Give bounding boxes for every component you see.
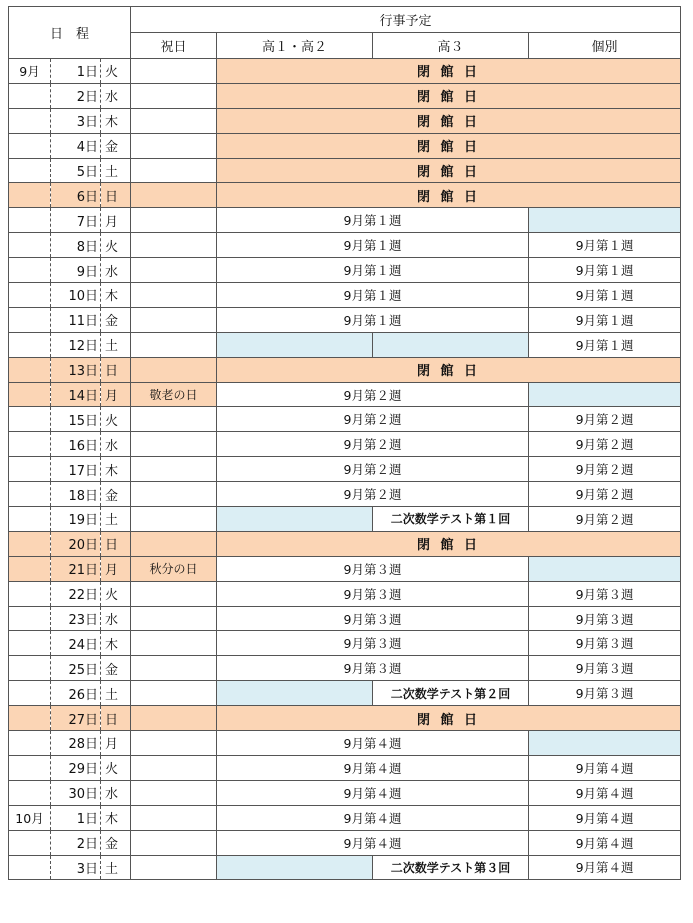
- month-cell: [9, 482, 51, 507]
- table-row: [9, 556, 681, 581]
- month-cell: [9, 407, 51, 432]
- empty-cell: [529, 556, 681, 581]
- day-cell: 14日: [51, 382, 101, 407]
- empty-cell: [217, 507, 373, 532]
- week-cell: 9月第４週: [529, 805, 681, 830]
- day-cell: 12日: [51, 332, 101, 357]
- holiday-cell: [131, 183, 217, 208]
- header-holiday: 祝日: [131, 33, 217, 59]
- weekday-cell: 日: [101, 531, 131, 556]
- week-cell: 9月第２週: [529, 407, 681, 432]
- week-cell: 9月第２週: [217, 432, 529, 457]
- month-cell: [9, 681, 51, 706]
- month-cell: [9, 208, 51, 233]
- day-cell: 9日: [51, 258, 101, 283]
- week-cell: 9月第３週: [529, 631, 681, 656]
- day-cell: 30日: [51, 780, 101, 805]
- holiday-cell: [131, 855, 217, 880]
- weekday-cell: 火: [101, 233, 131, 258]
- month-cell: [9, 581, 51, 606]
- weekday-cell: 土: [101, 332, 131, 357]
- day-cell: 3日: [51, 855, 101, 880]
- holiday-cell: [131, 531, 217, 556]
- table-row: [9, 606, 681, 631]
- table-row: [9, 457, 681, 482]
- weekday-cell: 木: [101, 457, 131, 482]
- closed-day-cell: 閉 館 日: [217, 158, 681, 183]
- weekday-cell: 水: [101, 258, 131, 283]
- weekday-cell: 月: [101, 731, 131, 756]
- closed-day-cell: 閉 館 日: [217, 357, 681, 382]
- table-row: [9, 59, 681, 84]
- weekday-cell: 月: [101, 382, 131, 407]
- table-row: [9, 258, 681, 283]
- header-individual: 個別: [529, 33, 681, 59]
- table-row: [9, 830, 681, 855]
- table-row: [9, 357, 681, 382]
- empty-cell: [529, 208, 681, 233]
- holiday-cell: [131, 457, 217, 482]
- weekday-cell: 金: [101, 656, 131, 681]
- month-cell: [9, 183, 51, 208]
- day-cell: 11日: [51, 307, 101, 332]
- empty-cell: [529, 731, 681, 756]
- holiday-cell: [131, 357, 217, 382]
- math-test-cell: 二次数学テスト第２回: [373, 681, 529, 706]
- day-cell: 2日: [51, 83, 101, 108]
- schedule-table: [8, 6, 681, 880]
- month-cell: [9, 457, 51, 482]
- table-row: [9, 805, 681, 830]
- weekday-cell: 日: [101, 706, 131, 731]
- week-cell: 9月第３週: [217, 656, 529, 681]
- week-cell: 9月第４週: [529, 780, 681, 805]
- table-row: [9, 307, 681, 332]
- month-cell: [9, 283, 51, 308]
- empty-cell: [529, 382, 681, 407]
- month-cell: [9, 706, 51, 731]
- header-schedule: 日 程: [9, 7, 131, 59]
- day-cell: 5日: [51, 158, 101, 183]
- holiday-cell: [131, 307, 217, 332]
- month-cell: [9, 731, 51, 756]
- holiday-cell: [131, 656, 217, 681]
- month-cell: [9, 631, 51, 656]
- day-cell: 29日: [51, 755, 101, 780]
- month-cell: [9, 307, 51, 332]
- holiday-cell: [131, 208, 217, 233]
- closed-day-cell: 閉 館 日: [217, 108, 681, 133]
- weekday-cell: 金: [101, 307, 131, 332]
- month-cell: 10月: [9, 805, 51, 830]
- header-grade-1-2: 高１・高２: [217, 33, 373, 59]
- weekday-cell: 木: [101, 283, 131, 308]
- month-cell: [9, 531, 51, 556]
- day-cell: 21日: [51, 556, 101, 581]
- weekday-cell: 土: [101, 158, 131, 183]
- holiday-cell: [131, 133, 217, 158]
- weekday-cell: 土: [101, 507, 131, 532]
- day-cell: 2日: [51, 830, 101, 855]
- closed-day-cell: 閉 館 日: [217, 59, 681, 84]
- holiday-cell: [131, 731, 217, 756]
- table-row: [9, 233, 681, 258]
- weekday-cell: 火: [101, 59, 131, 84]
- month-cell: [9, 606, 51, 631]
- header-grade-3: 高３: [373, 33, 529, 59]
- table-row: [9, 482, 681, 507]
- weekday-cell: 日: [101, 357, 131, 382]
- weekday-cell: 金: [101, 830, 131, 855]
- day-cell: 7日: [51, 208, 101, 233]
- table-row: [9, 581, 681, 606]
- table-row: [9, 706, 681, 731]
- month-cell: [9, 108, 51, 133]
- month-cell: [9, 780, 51, 805]
- day-cell: 4日: [51, 133, 101, 158]
- week-cell: 9月第２週: [529, 457, 681, 482]
- month-cell: 9月: [9, 59, 51, 84]
- week-cell: 9月第３週: [529, 581, 681, 606]
- week-cell: 9月第１週: [529, 332, 681, 357]
- schedule-body: [9, 59, 681, 880]
- day-cell: 19日: [51, 507, 101, 532]
- week-cell: 9月第２週: [529, 432, 681, 457]
- day-cell: 26日: [51, 681, 101, 706]
- holiday-cell: [131, 805, 217, 830]
- day-cell: 1日: [51, 805, 101, 830]
- week-cell: 9月第４週: [217, 731, 529, 756]
- day-cell: 13日: [51, 357, 101, 382]
- day-cell: 16日: [51, 432, 101, 457]
- holiday-cell: [131, 233, 217, 258]
- weekday-cell: 木: [101, 631, 131, 656]
- table-row: [9, 656, 681, 681]
- table-row: [9, 855, 681, 880]
- day-cell: 10日: [51, 283, 101, 308]
- week-cell: 9月第３週: [217, 556, 529, 581]
- holiday-cell: [131, 158, 217, 183]
- holiday-cell: [131, 283, 217, 308]
- day-cell: 23日: [51, 606, 101, 631]
- weekday-cell: 木: [101, 805, 131, 830]
- table-row: [9, 332, 681, 357]
- day-cell: 28日: [51, 731, 101, 756]
- day-cell: 3日: [51, 108, 101, 133]
- holiday-cell: [131, 59, 217, 84]
- weekday-cell: 月: [101, 208, 131, 233]
- weekday-cell: 金: [101, 133, 131, 158]
- holiday-cell: [131, 706, 217, 731]
- month-cell: [9, 755, 51, 780]
- week-cell: 9月第１週: [217, 307, 529, 332]
- week-cell: 9月第３週: [529, 681, 681, 706]
- holiday-cell: [131, 581, 217, 606]
- table-row: [9, 507, 681, 532]
- week-cell: 9月第２週: [529, 507, 681, 532]
- holiday-cell: [131, 681, 217, 706]
- empty-cell: [217, 855, 373, 880]
- week-cell: 9月第２週: [217, 382, 529, 407]
- month-cell: [9, 233, 51, 258]
- holiday-cell: [131, 830, 217, 855]
- month-cell: [9, 656, 51, 681]
- weekday-cell: 日: [101, 183, 131, 208]
- holiday-cell: [131, 432, 217, 457]
- week-cell: 9月第１週: [217, 283, 529, 308]
- day-cell: 17日: [51, 457, 101, 482]
- empty-cell: [217, 681, 373, 706]
- day-cell: 20日: [51, 531, 101, 556]
- holiday-cell: [131, 755, 217, 780]
- week-cell: 9月第４週: [217, 805, 529, 830]
- month-cell: [9, 556, 51, 581]
- day-cell: 6日: [51, 183, 101, 208]
- table-row: [9, 283, 681, 308]
- closed-day-cell: 閉 館 日: [217, 531, 681, 556]
- weekday-cell: 火: [101, 755, 131, 780]
- closed-day-cell: 閉 館 日: [217, 133, 681, 158]
- table-row: [9, 531, 681, 556]
- table-row: [9, 755, 681, 780]
- day-cell: 15日: [51, 407, 101, 432]
- weekday-cell: 土: [101, 681, 131, 706]
- month-cell: [9, 133, 51, 158]
- weekday-cell: 火: [101, 581, 131, 606]
- week-cell: 9月第１週: [529, 233, 681, 258]
- math-test-cell: 二次数学テスト第３回: [373, 855, 529, 880]
- holiday-cell: [131, 507, 217, 532]
- week-cell: 9月第２週: [217, 407, 529, 432]
- week-cell: 9月第１週: [217, 233, 529, 258]
- holiday-cell: [131, 407, 217, 432]
- weekday-cell: 水: [101, 606, 131, 631]
- holiday-cell: [131, 631, 217, 656]
- empty-cell: [217, 332, 373, 357]
- day-cell: 8日: [51, 233, 101, 258]
- holiday-cell: [131, 780, 217, 805]
- month-cell: [9, 507, 51, 532]
- week-cell: 9月第２週: [217, 457, 529, 482]
- week-cell: 9月第４週: [529, 755, 681, 780]
- month-cell: [9, 83, 51, 108]
- holiday-cell: 敬老の日: [131, 382, 217, 407]
- day-cell: 22日: [51, 581, 101, 606]
- weekday-cell: 木: [101, 108, 131, 133]
- weekday-cell: 水: [101, 432, 131, 457]
- weekday-cell: 水: [101, 780, 131, 805]
- weekday-cell: 金: [101, 482, 131, 507]
- table-row: [9, 83, 681, 108]
- table-row: [9, 432, 681, 457]
- day-cell: 1日: [51, 59, 101, 84]
- weekday-cell: 土: [101, 855, 131, 880]
- week-cell: 9月第３週: [217, 631, 529, 656]
- table-row: [9, 681, 681, 706]
- week-cell: 9月第４週: [529, 830, 681, 855]
- closed-day-cell: 閉 館 日: [217, 183, 681, 208]
- table-row: [9, 133, 681, 158]
- holiday-cell: 秋分の日: [131, 556, 217, 581]
- closed-day-cell: 閉 館 日: [217, 706, 681, 731]
- month-cell: [9, 830, 51, 855]
- holiday-cell: [131, 83, 217, 108]
- empty-cell: [373, 332, 529, 357]
- week-cell: 9月第１週: [217, 258, 529, 283]
- month-cell: [9, 855, 51, 880]
- table-row: [9, 108, 681, 133]
- table-row: [9, 407, 681, 432]
- math-test-cell: 二次数学テスト第１回: [373, 507, 529, 532]
- week-cell: 9月第２週: [217, 482, 529, 507]
- week-cell: 9月第４週: [217, 780, 529, 805]
- day-cell: 25日: [51, 656, 101, 681]
- table-row: [9, 183, 681, 208]
- table-row: [9, 780, 681, 805]
- holiday-cell: [131, 606, 217, 631]
- table-row: [9, 208, 681, 233]
- month-cell: [9, 258, 51, 283]
- weekday-cell: 火: [101, 407, 131, 432]
- weekday-cell: 月: [101, 556, 131, 581]
- week-cell: 9月第３週: [217, 606, 529, 631]
- week-cell: 9月第４週: [217, 755, 529, 780]
- holiday-cell: [131, 108, 217, 133]
- day-cell: 27日: [51, 706, 101, 731]
- month-cell: [9, 432, 51, 457]
- month-cell: [9, 357, 51, 382]
- closed-day-cell: 閉 館 日: [217, 83, 681, 108]
- holiday-cell: [131, 258, 217, 283]
- week-cell: 9月第２週: [529, 482, 681, 507]
- table-row: [9, 631, 681, 656]
- week-cell: 9月第４週: [529, 855, 681, 880]
- week-cell: 9月第１週: [529, 283, 681, 308]
- week-cell: 9月第４週: [217, 830, 529, 855]
- month-cell: [9, 382, 51, 407]
- week-cell: 9月第３週: [217, 581, 529, 606]
- table-row: [9, 731, 681, 756]
- week-cell: 9月第１週: [217, 208, 529, 233]
- table-row: [9, 382, 681, 407]
- holiday-cell: [131, 332, 217, 357]
- week-cell: 9月第３週: [529, 656, 681, 681]
- weekday-cell: 水: [101, 83, 131, 108]
- week-cell: 9月第１週: [529, 307, 681, 332]
- week-cell: 9月第１週: [529, 258, 681, 283]
- holiday-cell: [131, 482, 217, 507]
- month-cell: [9, 158, 51, 183]
- table-row: [9, 158, 681, 183]
- day-cell: 18日: [51, 482, 101, 507]
- week-cell: 9月第３週: [529, 606, 681, 631]
- header-events: 行事予定: [131, 7, 681, 33]
- day-cell: 24日: [51, 631, 101, 656]
- month-cell: [9, 332, 51, 357]
